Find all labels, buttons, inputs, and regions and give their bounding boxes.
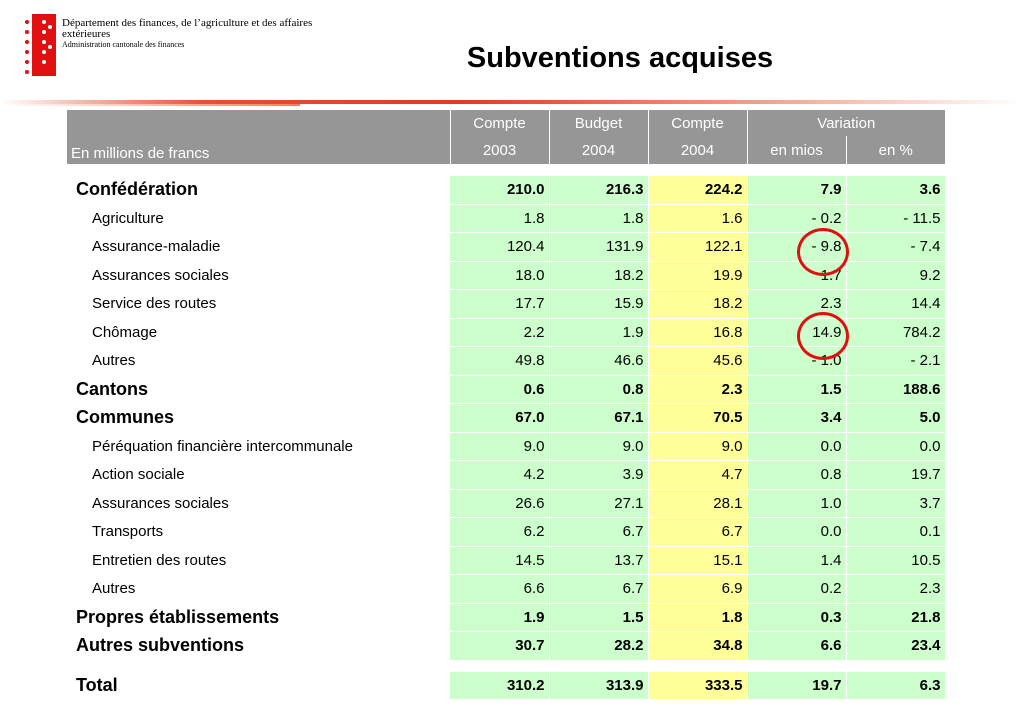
cell-variation-pct: 784.2 — [846, 318, 945, 347]
cell-compte-2004: 1.8 — [648, 603, 747, 632]
row-label: Total — [67, 672, 450, 700]
cell-compte-2004: 1.6 — [648, 204, 747, 233]
cell-compte-2003: 6.6 — [450, 575, 549, 604]
header-row-top — [67, 110, 945, 136]
page-title: Subventions acquises — [466, 42, 774, 74]
cell-budget-2004: 9.0 — [549, 432, 648, 461]
cell-compte-2003: 17.7 — [450, 290, 549, 319]
cell-variation-mios: 0.0 — [747, 432, 846, 461]
cell-variation-mios: 7.9 — [747, 176, 846, 204]
cell-compte-2003: 1.8 — [450, 204, 549, 233]
cell-variation-mios: 6.6 — [747, 632, 846, 661]
coat-of-arms-logo — [22, 14, 56, 76]
cell-budget-2004: 15.9 — [549, 290, 648, 319]
header-year-2004-budget: 2004 — [549, 136, 648, 164]
cell-variation-mios: 0.0 — [747, 518, 846, 547]
cell-variation-mios: - 9.8 — [747, 233, 846, 262]
row-label: Cantons — [67, 375, 450, 404]
cell-compte-2003: 6.2 — [450, 518, 549, 547]
cell-compte-2003: 30.7 — [450, 632, 549, 661]
table-row — [67, 432, 945, 461]
cell-variation-pct: 21.8 — [846, 603, 945, 632]
row-label: Assurance-maladie — [67, 233, 450, 262]
row-label: Autres subventions — [67, 632, 450, 661]
cell-variation-mios: 1.4 — [747, 546, 846, 575]
cell-budget-2004: 0.8 — [549, 375, 648, 404]
cell-compte-2004: 15.1 — [648, 546, 747, 575]
row-label: Entretien des routes — [67, 546, 450, 575]
header-en-mios: en mios — [747, 136, 846, 164]
cell-compte-2004: 18.2 — [648, 290, 747, 319]
cell-compte-2004: 70.5 — [648, 404, 747, 433]
cell-variation-pct: 23.4 — [846, 632, 945, 661]
cell-budget-2004: 313.9 — [549, 672, 648, 700]
cell-variation-mios: 0.8 — [747, 461, 846, 490]
header-en-pct: en % — [846, 136, 945, 164]
table-row — [67, 489, 945, 518]
department-line-1: Département des finances, de l’agriculture et des affaires — [62, 17, 313, 29]
cell-compte-2004: 122.1 — [648, 233, 747, 262]
cell-variation-mios: 0.2 — [747, 575, 846, 604]
header-divider-accent — [0, 104, 300, 106]
row-label: Assurances sociales — [67, 261, 450, 290]
cell-variation-pct: 6.3 — [846, 672, 945, 700]
cell-variation-pct: - 7.4 — [846, 233, 945, 262]
cell-budget-2004: 131.9 — [549, 233, 648, 262]
table-row — [67, 575, 945, 604]
cell-budget-2004: 1.5 — [549, 603, 648, 632]
cell-compte-2004: 224.2 — [648, 176, 747, 204]
highlight-circle-assurance-maladie — [797, 228, 849, 276]
cell-compte-2003: 49.8 — [450, 347, 549, 376]
cell-compte-2004: 6.9 — [648, 575, 747, 604]
row-label: Communes — [67, 404, 450, 433]
department-line-2: extérieures — [62, 28, 111, 40]
row-label: Transports — [67, 518, 450, 547]
cell-budget-2004: 46.6 — [549, 347, 648, 376]
cell-budget-2004: 27.1 — [549, 489, 648, 518]
cell-compte-2003: 9.0 — [450, 432, 549, 461]
cell-budget-2004: 1.8 — [549, 204, 648, 233]
cell-compte-2004: 34.8 — [648, 632, 747, 661]
cell-variation-pct: 2.3 — [846, 575, 945, 604]
header-budget-2004: Budget — [549, 110, 648, 136]
cell-variation-mios: - 0.2 — [747, 204, 846, 233]
cell-compte-2003: 18.0 — [450, 261, 549, 290]
header-compte-2004: Compte — [648, 110, 747, 136]
cell-compte-2004: 2.3 — [648, 375, 747, 404]
header-year-2003: 2003 — [450, 136, 549, 164]
highlight-circle-chomage — [797, 312, 849, 360]
cell-budget-2004: 18.2 — [549, 261, 648, 290]
cell-variation-mios: 19.7 — [747, 672, 846, 700]
cell-compte-2003: 26.6 — [450, 489, 549, 518]
cell-compte-2003: 210.0 — [450, 176, 549, 204]
cell-compte-2003: 14.5 — [450, 546, 549, 575]
table-row — [67, 518, 945, 547]
cell-budget-2004: 67.1 — [549, 404, 648, 433]
header-spacer — [67, 164, 945, 176]
row-label: Péréquation financière intercommunale — [67, 432, 450, 461]
cell-variation-pct: 3.6 — [846, 176, 945, 204]
cell-variation-pct: 19.7 — [846, 461, 945, 490]
department-header — [62, 18, 352, 49]
total-row — [67, 672, 945, 700]
cell-compte-2004: 28.1 — [648, 489, 747, 518]
cell-compte-2003: 1.9 — [450, 603, 549, 632]
cell-compte-2003: 0.6 — [450, 375, 549, 404]
cell-variation-mios: 1.7 — [747, 261, 846, 290]
table-row — [67, 375, 945, 404]
table-row — [67, 176, 945, 204]
cell-compte-2004: 6.7 — [648, 518, 747, 547]
header-compte-2003: Compte — [450, 110, 549, 136]
cell-variation-pct: 0.1 — [846, 518, 945, 547]
cell-compte-2004: 4.7 — [648, 461, 747, 490]
cell-compte-2004: 45.6 — [648, 347, 747, 376]
cell-budget-2004: 6.7 — [549, 575, 648, 604]
cell-variation-pct: 9.2 — [846, 261, 945, 290]
row-label: Autres — [67, 347, 450, 376]
table-row — [67, 204, 945, 233]
cell-compte-2004: 9.0 — [648, 432, 747, 461]
cell-variation-pct: 5.0 — [846, 404, 945, 433]
row-label: Service des routes — [67, 290, 450, 319]
unit-label: En millions de francs — [67, 136, 450, 164]
cell-budget-2004: 216.3 — [549, 176, 648, 204]
cell-variation-mios: - 1.0 — [747, 347, 846, 376]
cell-variation-mios: 0.3 — [747, 603, 846, 632]
table-row — [67, 632, 945, 661]
cell-compte-2003: 310.2 — [450, 672, 549, 700]
cell-budget-2004: 3.9 — [549, 461, 648, 490]
header-row-bottom — [67, 136, 945, 164]
cell-budget-2004: 1.9 — [549, 318, 648, 347]
table-row — [67, 546, 945, 575]
administration-line: Administration cantonale des finances — [62, 40, 185, 49]
row-label: Autres — [67, 575, 450, 604]
cell-variation-pct: 14.4 — [846, 290, 945, 319]
cell-compte-2003: 2.2 — [450, 318, 549, 347]
table-row — [67, 603, 945, 632]
row-label: Assurances sociales — [67, 489, 450, 518]
cell-compte-2004: 16.8 — [648, 318, 747, 347]
cell-budget-2004: 6.7 — [549, 518, 648, 547]
table-row — [67, 461, 945, 490]
cell-compte-2003: 67.0 — [450, 404, 549, 433]
cell-compte-2003: 4.2 — [450, 461, 549, 490]
cell-variation-mios: 2.3 — [747, 290, 846, 319]
cell-budget-2004: 28.2 — [549, 632, 648, 661]
cell-budget-2004: 13.7 — [549, 546, 648, 575]
row-label: Propres établissements — [67, 603, 450, 632]
cell-variation-pct: 3.7 — [846, 489, 945, 518]
row-label: Confédération — [67, 176, 450, 204]
row-label: Agriculture — [67, 204, 450, 233]
table-row — [67, 404, 945, 433]
cell-compte-2004: 333.5 — [648, 672, 747, 700]
header-year-2004-compte: 2004 — [648, 136, 747, 164]
cell-compte-2004: 19.9 — [648, 261, 747, 290]
row-label: Chômage — [67, 318, 450, 347]
row-label: Action sociale — [67, 461, 450, 490]
header-variation: Variation — [747, 110, 945, 136]
cell-variation-pct: - 2.1 — [846, 347, 945, 376]
cell-variation-mios: 14.9 — [747, 318, 846, 347]
total-spacer — [67, 660, 945, 672]
cell-variation-pct: 188.6 — [846, 375, 945, 404]
cell-compte-2003: 120.4 — [450, 233, 549, 262]
header-blank-cell — [67, 110, 450, 136]
cell-variation-pct: 0.0 — [846, 432, 945, 461]
cell-variation-mios: 1.5 — [747, 375, 846, 404]
cell-variation-mios: 1.0 — [747, 489, 846, 518]
subsidies-table — [67, 110, 946, 700]
cell-variation-pct: 10.5 — [846, 546, 945, 575]
cell-variation-pct: - 11.5 — [846, 204, 945, 233]
cell-variation-mios: 3.4 — [747, 404, 846, 433]
